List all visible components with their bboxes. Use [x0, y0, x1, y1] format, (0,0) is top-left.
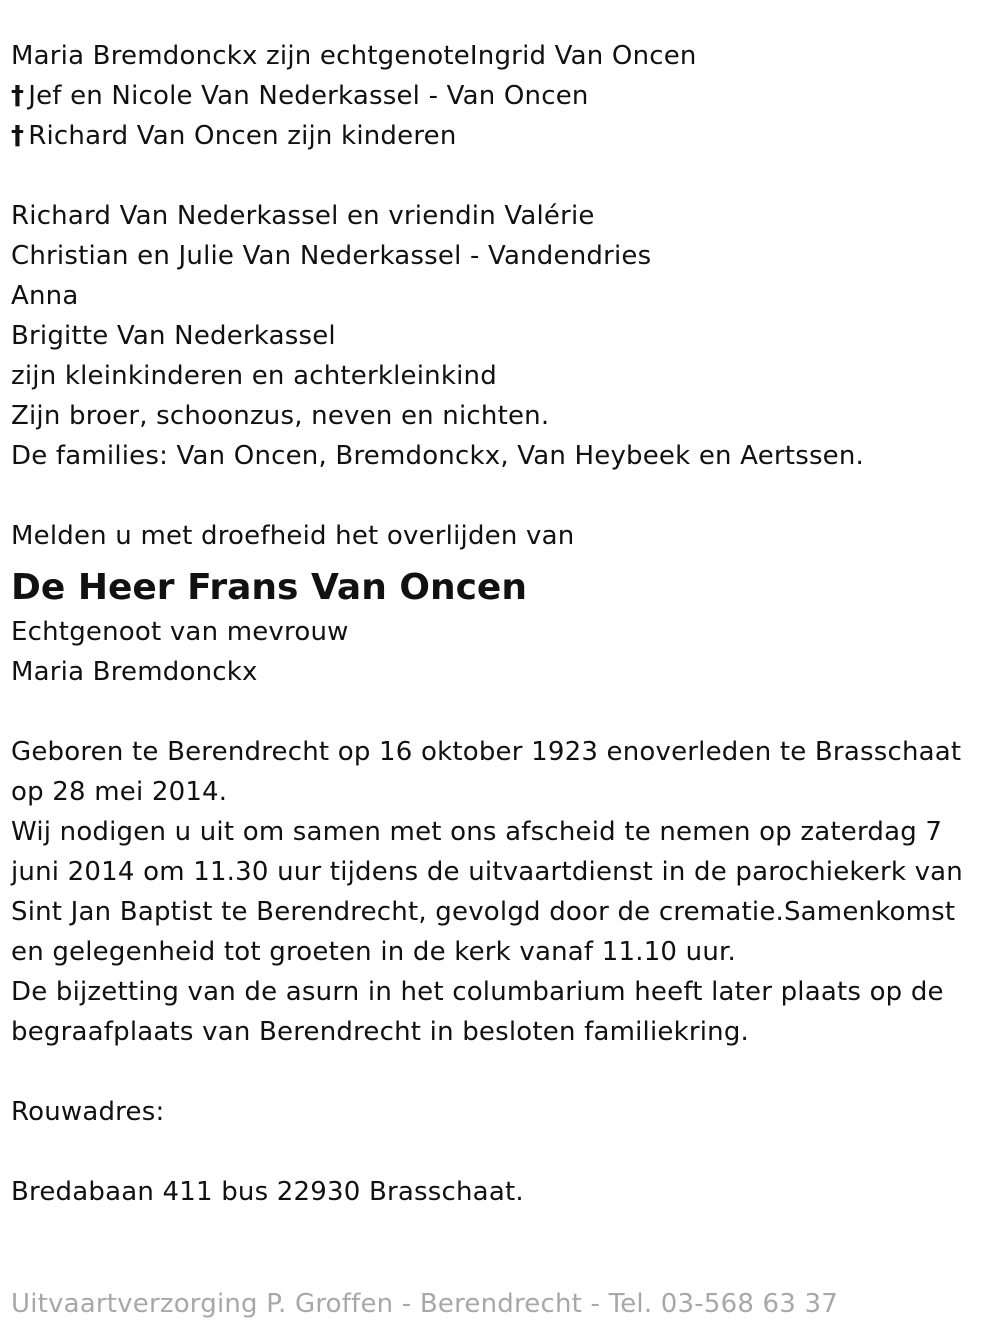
details-line: Sint Jan Baptist te Berendrecht, gevolgd door de crematie.Samenkomst — [11, 897, 956, 927]
grandchild-line: Anna — [11, 281, 79, 311]
spacer — [11, 1132, 991, 1172]
details-block — [11, 732, 991, 1052]
grandchild-line: Brigitte Van Nederkassel — [11, 321, 336, 351]
family-line-child-2 — [11, 116, 991, 156]
spouse-line-1: Echtgenoot van mevrouw — [11, 617, 349, 647]
details-line: De bijzetting van de asurn in het columbarium heeft later plaats op de — [11, 977, 944, 1007]
spacer — [11, 156, 991, 196]
details-line: op 28 mei 2014. — [11, 777, 228, 807]
spacer — [11, 1052, 991, 1092]
family-line-child-1-text: Jef en Nicole Van Nederkassel - Van Oncen — [28, 81, 589, 111]
address-label: Rouwadres: — [11, 1097, 165, 1127]
grandchild-line: Richard Van Nederkassel en vriendin Valérie — [11, 201, 595, 231]
cross-icon: † — [11, 121, 25, 151]
funeral-director-footer: Uitvaartverzorging P. Groffen - Berendrecht - Tel. 03-568 63 37 — [11, 1289, 838, 1319]
family-block — [11, 36, 991, 156]
family-line-child-2-text: Richard Van Oncen zijn kinderen — [28, 121, 457, 151]
obituary-document — [11, 36, 991, 1212]
family-line-spouse: Maria Bremdonckx zijn echtgenoteIngrid Van Oncen — [11, 41, 697, 71]
family-line-child-1 — [11, 76, 991, 116]
deceased-name: De Heer Frans Van Oncen — [11, 567, 527, 608]
details-line: Geboren te Berendrecht op 16 oktober 1923 enoverleden te Brasschaat — [11, 737, 962, 767]
spacer — [11, 476, 991, 516]
cross-icon: † — [11, 81, 25, 111]
spacer — [11, 692, 991, 732]
grandchild-line: Christian en Julie Van Nederkassel - Vandendries — [11, 241, 652, 271]
details-line: Wij nodigen u uit om samen met ons afscheid te nemen op zaterdag 7 — [11, 817, 943, 847]
address-value: Bredabaan 411 bus 22930 Brasschaat. — [11, 1177, 524, 1207]
grandchild-line: zijn kleinkinderen en achterkleinkind — [11, 361, 497, 391]
details-line: en gelegenheid tot groeten in de kerk vanaf 11.10 uur. — [11, 937, 736, 967]
relatives-line: Zijn broer, schoonzus, neven en nichten. — [11, 401, 550, 431]
grandchildren-block — [11, 196, 991, 476]
spouse-line-2: Maria Bremdonckx — [11, 657, 258, 687]
families-line: De families: Van Oncen, Bremdonckx, Van Heybeek en Aertssen. — [11, 441, 865, 471]
announcement-text: Melden u met droefheid het overlijden van — [11, 521, 575, 551]
details-line: begraafplaats van Berendrecht in besloten familiekring. — [11, 1017, 750, 1047]
details-line: juni 2014 om 11.30 uur tijdens de uitvaartdienst in de parochiekerk van — [11, 857, 963, 887]
